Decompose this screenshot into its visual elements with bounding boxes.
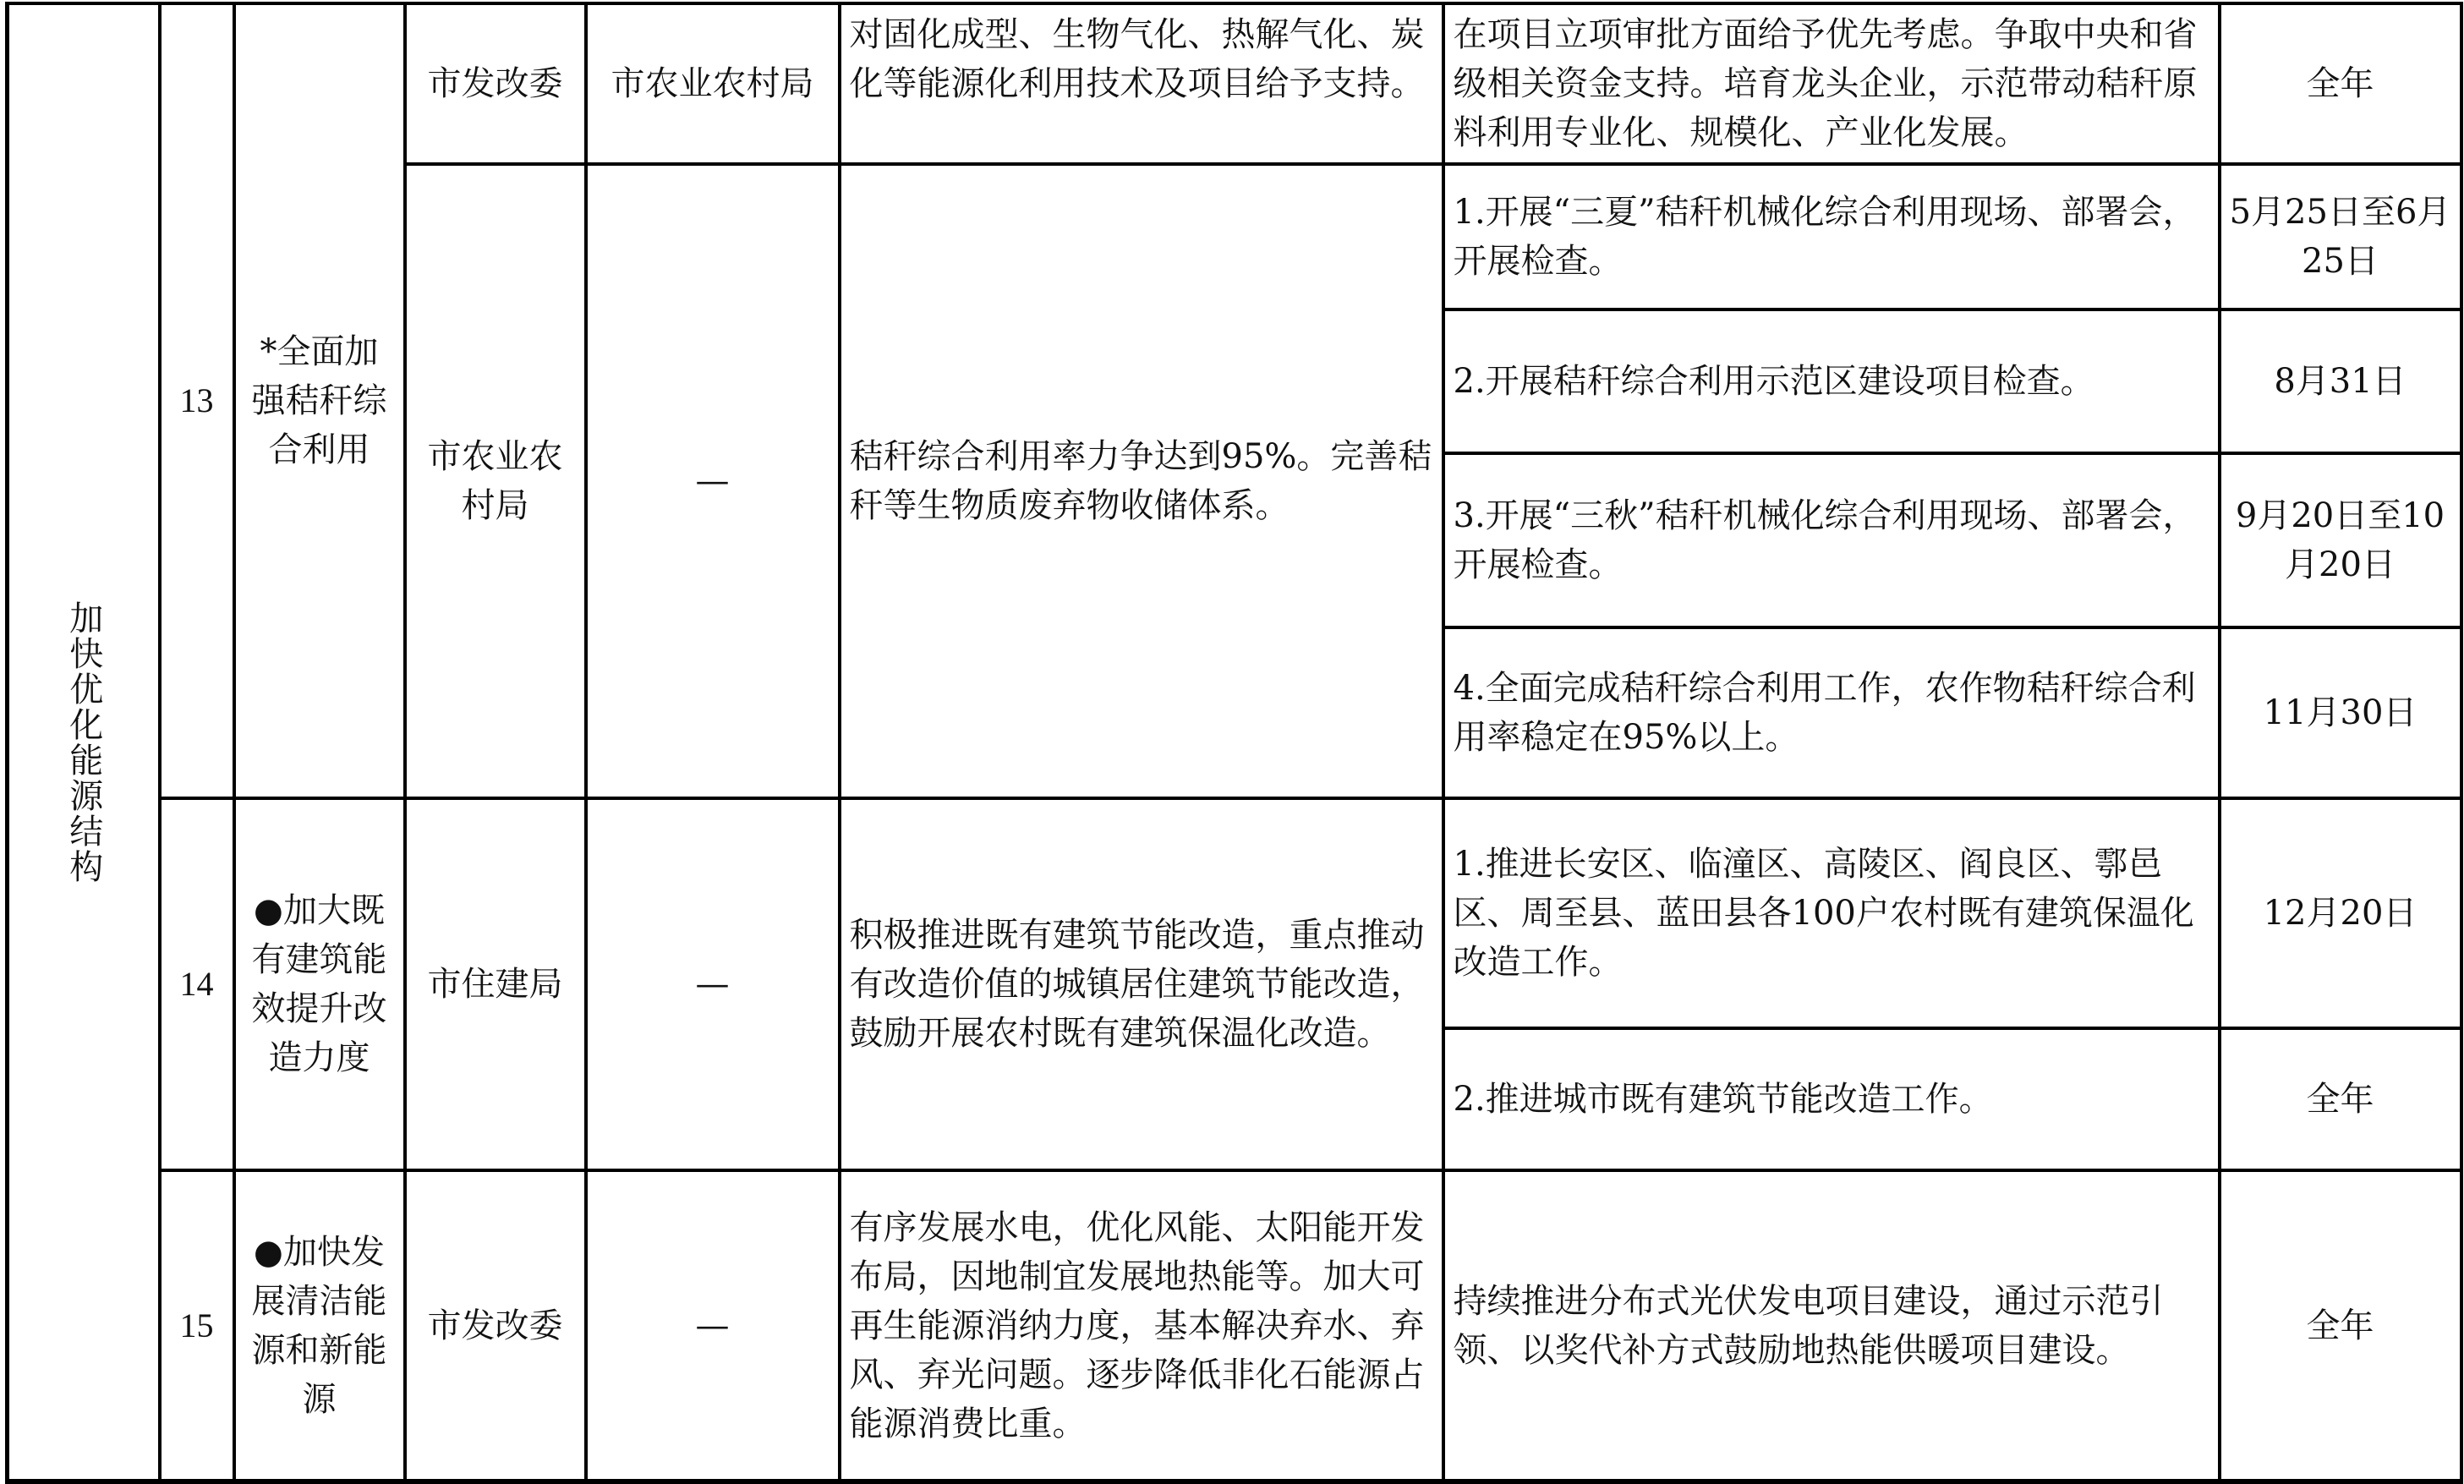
task-text: 在项目立项审批方面给予优先考虑。争取中央和省级相关资金支持。培育龙头企业，示范带动秸秆原料利用专业化、规模化、产业化发展。 xyxy=(1443,3,2220,164)
coop-unit: — xyxy=(586,164,840,798)
task-text: 1.推进长安区、临潼区、高陵区、阎良区、鄠邑区、周至县、蓝田县各100户农村既有建筑保温化改造工作。 xyxy=(1443,798,2220,1028)
task-time: 5月25日至6月25日 xyxy=(2220,164,2461,309)
coop-unit: — xyxy=(586,1170,840,1481)
task-text: 3.开展“三秋”秸秆机械化综合利用现场、部署会，开展检查。 xyxy=(1443,453,2220,627)
task-time: 全年 xyxy=(2220,1028,2461,1170)
item-number-15: 15 xyxy=(160,1170,234,1481)
item-title-13: *全面加强秸秆综合利用 xyxy=(234,3,405,798)
section-cell xyxy=(8,3,160,1481)
plan-table xyxy=(5,2,2463,1484)
item-title-15: ●加快发展清洁能源和新能源 xyxy=(234,1170,405,1481)
goal-text: 有序发展水电，优化风能、太阳能开发布局，因地制宜发展地热能等。加大可再生能源消纳力度，基本解决弃水、弃风、弃光问题。逐步降低非化石能源占能源消费比重。 xyxy=(840,1170,1443,1481)
goal-text: 秸秆综合利用率力争达到95%。完善秸秆等生物质废弃物收储体系。 xyxy=(840,164,1443,798)
table-row xyxy=(8,798,2461,1028)
coop-unit: — xyxy=(586,798,840,1170)
lead-unit: 市发改委 xyxy=(405,1170,586,1481)
task-text: 持续推进分布式光伏发电项目建设，通过示范引领、以奖代补方式鼓励地热能供暖项目建设。 xyxy=(1443,1170,2220,1481)
item-title-14: ●加大既有建筑能效提升改造力度 xyxy=(234,798,405,1170)
task-text: 4.全面完成秸秆综合利用工作，农作物秸秆综合利用率稳定在95%以上。 xyxy=(1443,627,2220,798)
lead-unit: 市住建局 xyxy=(405,798,586,1170)
task-time: 11月30日 xyxy=(2220,627,2461,798)
coop-unit: 市农业农村局 xyxy=(586,3,840,164)
goal-text: 积极推进既有建筑节能改造，重点推动有改造价值的城镇居住建筑节能改造，鼓励开展农村既有建筑保温化改造。 xyxy=(840,798,1443,1170)
task-time: 12月20日 xyxy=(2220,798,2461,1028)
task-time: 8月31日 xyxy=(2220,309,2461,453)
lead-unit: 市农业农村局 xyxy=(405,164,586,798)
table-row xyxy=(8,1170,2461,1481)
task-text: 2.推进城市既有建筑节能改造工作。 xyxy=(1443,1028,2220,1170)
lead-unit: 市发改委 xyxy=(405,3,586,164)
task-time: 9月20日至10月20日 xyxy=(2220,453,2461,627)
goal-text: 对固化成型、生物气化、热解气化、炭化等能源化利用技术及项目给予支持。 xyxy=(840,3,1443,164)
table-row xyxy=(8,3,2461,164)
item-number-14: 14 xyxy=(160,798,234,1170)
task-time: 全年 xyxy=(2220,1170,2461,1481)
task-time: 全年 xyxy=(2220,3,2461,164)
section-label: 加快优化能源结构 xyxy=(63,600,103,884)
item-number-13: 13 xyxy=(160,3,234,798)
task-text: 1.开展“三夏”秸秆机械化综合利用现场、部署会，开展检查。 xyxy=(1443,164,2220,309)
task-text: 2.开展秸秆综合利用示范区建设项目检查。 xyxy=(1443,309,2220,453)
